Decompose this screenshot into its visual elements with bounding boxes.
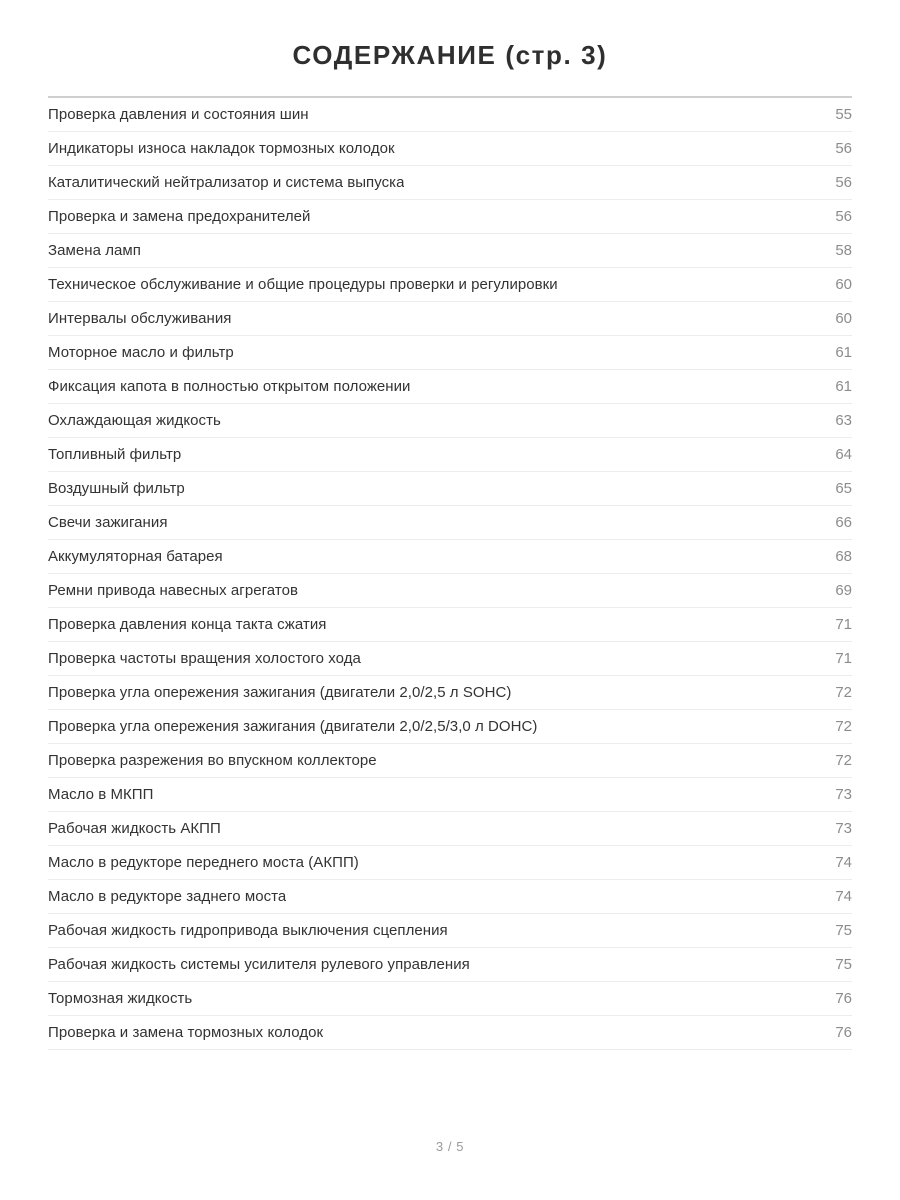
- toc-entry[interactable]: [48, 914, 852, 948]
- toc-entry-label: Проверка угла опережения зажигания (двигатели 2,0/2,5 л SOHC): [48, 684, 512, 701]
- toc-entry-page-number: 73: [835, 786, 852, 803]
- toc-entry-label: Рабочая жидкость АКПП: [48, 820, 221, 837]
- toc-entry-page-number: 75: [835, 922, 852, 939]
- toc-entry[interactable]: [48, 778, 852, 812]
- toc-entry-page-number: 66: [835, 514, 852, 531]
- toc-entry-page-number: 73: [835, 820, 852, 837]
- toc-entry-label: Рабочая жидкость системы усилителя рулевого управления: [48, 956, 470, 973]
- page-title: СОДЕРЖАНИЕ (стр. 3): [292, 40, 608, 70]
- toc-entry-label: Проверка и замена тормозных колодок: [48, 1024, 324, 1041]
- toc-entry[interactable]: [48, 166, 852, 200]
- toc-entry-page-number: 56: [835, 174, 852, 191]
- toc-entry-page-number: 65: [835, 480, 852, 497]
- toc-entry-label: Рабочая жидкость гидропривода выключения сцепления: [48, 922, 448, 939]
- toc-entry-label: Техническое обслуживание и общие процедуры проверки и регулировки: [48, 276, 558, 293]
- toc-entry[interactable]: [48, 948, 852, 982]
- toc-entry-page-number: 55: [835, 106, 852, 123]
- toc-entry-page-number: 72: [835, 752, 852, 769]
- toc-entry-label: Ремни привода навесных агрегатов: [48, 582, 299, 599]
- toc-entry-page-number: 71: [835, 650, 852, 667]
- toc-entry-page-number: 60: [835, 276, 852, 293]
- toc-entry[interactable]: [48, 302, 852, 336]
- toc-entry[interactable]: [48, 234, 852, 268]
- toc-entry[interactable]: [48, 268, 852, 302]
- toc-entry-label: Проверка давления конца такта сжатия: [48, 616, 327, 633]
- toc-entry[interactable]: [48, 98, 852, 132]
- toc-entry-label: Замена ламп: [48, 242, 141, 259]
- toc-entry[interactable]: [48, 540, 852, 574]
- toc-entry-page-number: 63: [835, 412, 852, 429]
- toc-entry-label: Охлаждающая жидкость: [48, 412, 221, 429]
- toc-entry-label: Проверка давления и состояния шин: [48, 106, 309, 123]
- toc-entry-page-number: 58: [835, 242, 852, 259]
- toc-entry[interactable]: [48, 710, 852, 744]
- toc-entry-page-number: 69: [835, 582, 852, 599]
- toc-entry-label: Интервалы обслуживания: [48, 310, 232, 327]
- toc-entry-page-number: 56: [835, 208, 852, 225]
- toc-entry[interactable]: [48, 846, 852, 880]
- toc-entry-page-number: 71: [835, 616, 852, 633]
- toc-entry-page-number: 74: [835, 888, 852, 905]
- toc-entry[interactable]: [48, 574, 852, 608]
- toc-entry-label: Проверка и замена предохранителей: [48, 208, 311, 225]
- toc-entry-label: Проверка разрежения во впускном коллекторе: [48, 752, 377, 769]
- toc-entry-page-number: 56: [835, 140, 852, 157]
- toc-entry-page-number: 75: [835, 956, 852, 973]
- toc-entry-label: Каталитический нейтрализатор и система выпуска: [48, 174, 405, 191]
- toc-entry-page-number: 61: [835, 344, 852, 361]
- footer-pagination: 3 / 5: [435, 1139, 465, 1154]
- toc-entry-page-number: 61: [835, 378, 852, 395]
- toc-entry-page-number: 74: [835, 854, 852, 871]
- toc-entry-page-number: 64: [835, 446, 852, 463]
- toc-entry-label: Моторное масло и фильтр: [48, 344, 234, 361]
- toc-entry[interactable]: [48, 642, 852, 676]
- toc-entry[interactable]: [48, 370, 852, 404]
- toc-entry-page-number: 68: [835, 548, 852, 565]
- toc-entry[interactable]: [48, 472, 852, 506]
- toc-entry[interactable]: [48, 676, 852, 710]
- toc-entry[interactable]: [48, 608, 852, 642]
- toc-entry-label: Тормозная жидкость: [48, 990, 193, 1007]
- toc-entry[interactable]: [48, 438, 852, 472]
- toc-entry[interactable]: [48, 982, 852, 1016]
- toc-entry-page-number: 76: [835, 990, 852, 1007]
- toc-entry-page-number: 72: [835, 684, 852, 701]
- toc-entry[interactable]: [48, 812, 852, 846]
- toc-entry-label: Индикаторы износа накладок тормозных колодок: [48, 140, 395, 157]
- toc-entry-label: Аккумуляторная батарея: [48, 548, 223, 565]
- toc-entry-label: Масло в редукторе заднего моста: [48, 888, 287, 905]
- toc-entry[interactable]: [48, 506, 852, 540]
- table-of-contents: [0, 98, 900, 1050]
- toc-entry[interactable]: [48, 1016, 852, 1050]
- toc-entry-label: Масло в редукторе переднего моста (АКПП): [48, 854, 359, 871]
- toc-entry[interactable]: [48, 200, 852, 234]
- toc-entry-page-number: 60: [835, 310, 852, 327]
- toc-entry-label: Топливный фильтр: [48, 446, 182, 463]
- toc-entry-page-number: 76: [835, 1024, 852, 1041]
- toc-entry[interactable]: [48, 336, 852, 370]
- toc-entry-label: Фиксация капота в полностью открытом положении: [48, 378, 411, 395]
- toc-entry[interactable]: [48, 404, 852, 438]
- toc-entry-label: Масло в МКПП: [48, 786, 154, 803]
- toc-entry[interactable]: [48, 132, 852, 166]
- toc-entry[interactable]: [48, 744, 852, 778]
- toc-entry-label: Проверка угла опережения зажигания (двигатели 2,0/2,5/3,0 л DOHC): [48, 718, 538, 735]
- toc-entry-page-number: 72: [835, 718, 852, 735]
- toc-entry[interactable]: [48, 880, 852, 914]
- toc-entry-label: Свечи зажигания: [48, 514, 168, 531]
- toc-entry-label: Проверка частоты вращения холостого хода: [48, 650, 361, 667]
- toc-entry-label: Воздушный фильтр: [48, 480, 185, 497]
